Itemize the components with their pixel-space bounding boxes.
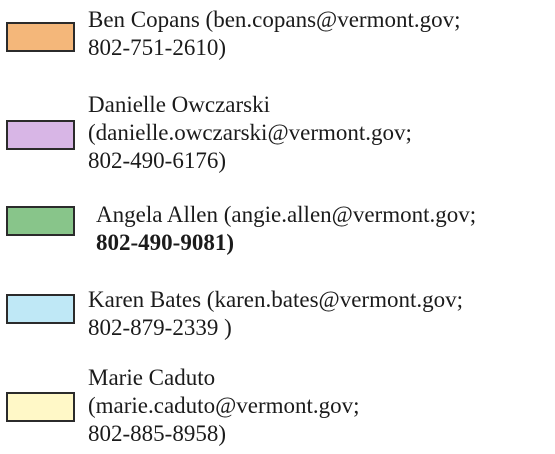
legend-text-line: Ben Copans (ben.copans@vermont.gov; xyxy=(88,7,461,32)
legend-text xyxy=(88,91,412,175)
legend-text-line: (marie.caduto@vermont.gov; xyxy=(88,393,360,418)
legend-swatch-light-blue xyxy=(6,294,75,324)
legend-text xyxy=(88,6,461,62)
legend-swatch-orange xyxy=(6,22,75,52)
legend-text-line: Karen Bates (karen.bates@vermont.gov; xyxy=(88,287,463,312)
legend-text-line: 802-751-2610) xyxy=(88,35,226,60)
legend-text xyxy=(88,364,360,448)
legend-text-line-bold: 802-490-9081) xyxy=(96,230,234,255)
legend-text-line: 802-885-8958) xyxy=(88,421,226,446)
legend-text-line: 802-879-2339 ) xyxy=(88,315,232,340)
legend-swatch-purple xyxy=(6,120,75,150)
legend-text-line: Danielle Owczarski xyxy=(88,92,271,117)
legend-text-line: (danielle.owczarski@vermont.gov; xyxy=(88,120,412,145)
legend-text-line: Marie Caduto xyxy=(88,365,216,390)
legend-text-line: Angela Allen (angie.allen@vermont.gov; xyxy=(96,202,477,227)
legend-text xyxy=(88,286,463,342)
legend-swatch-green xyxy=(6,206,75,236)
legend-text xyxy=(96,201,476,257)
legend-swatch-light-yellow xyxy=(6,392,75,422)
legend-text-line: 802-490-6176) xyxy=(88,148,226,173)
